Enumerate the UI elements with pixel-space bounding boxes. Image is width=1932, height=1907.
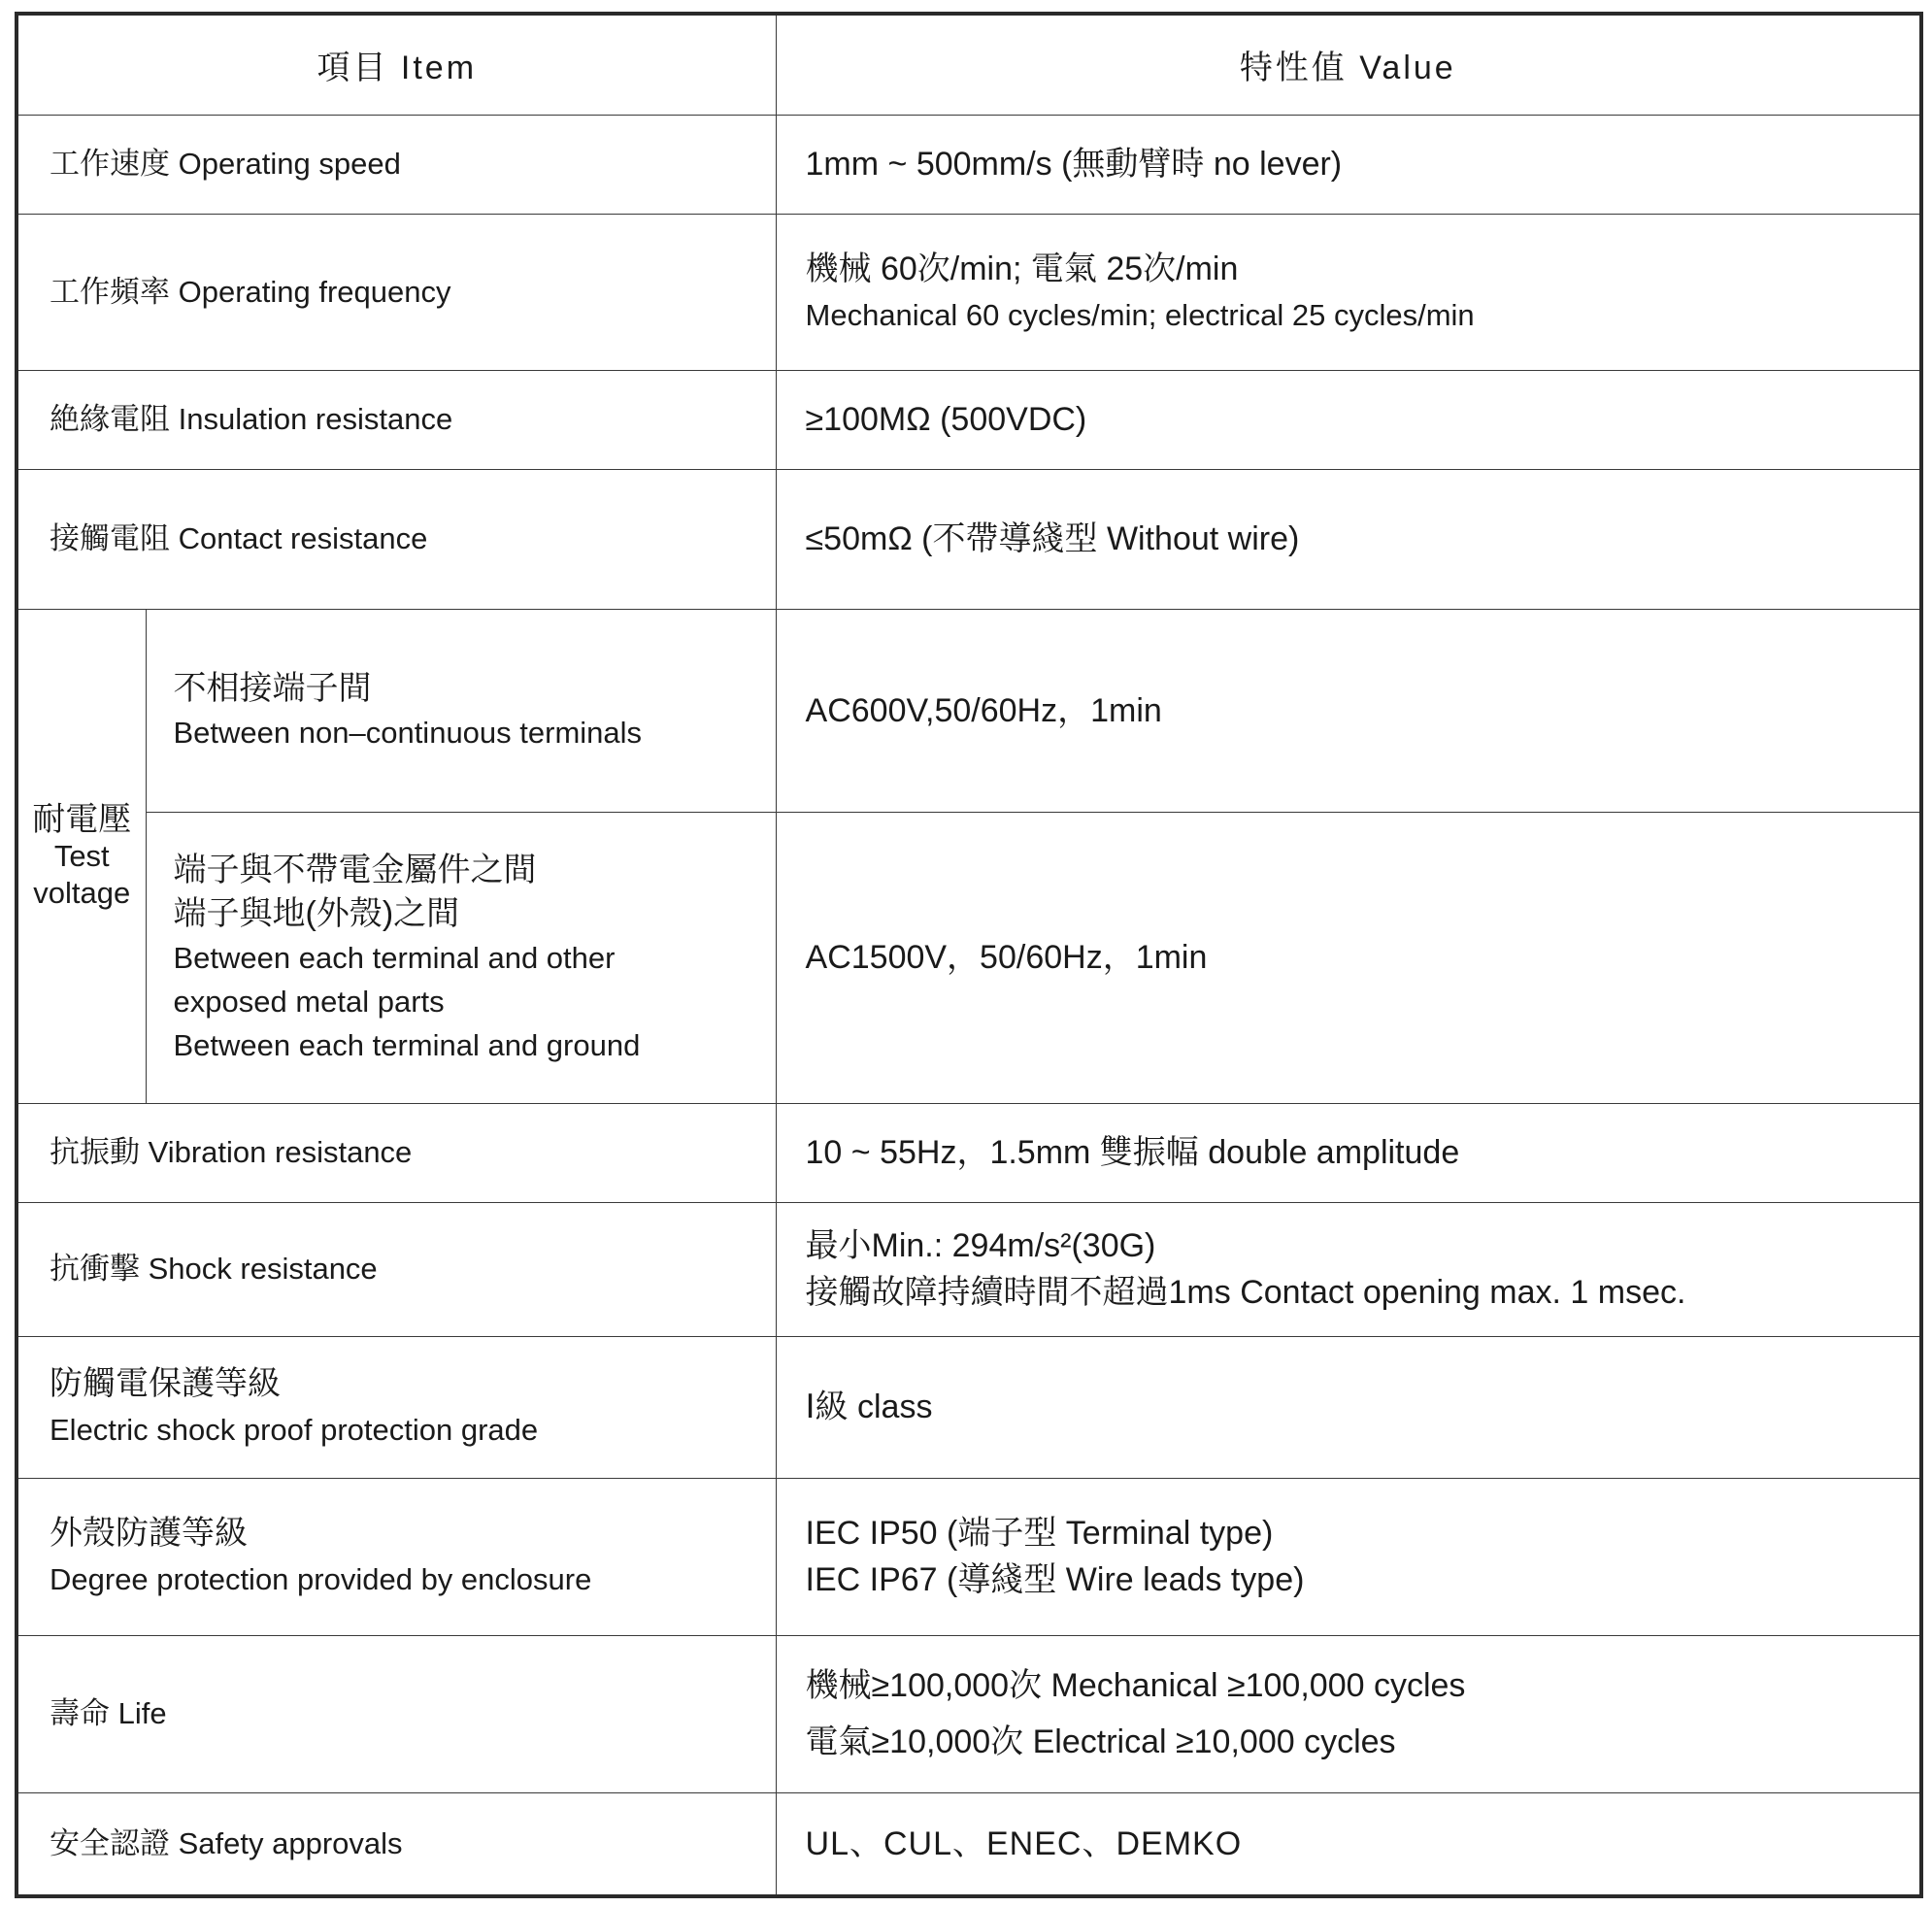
header-item: 項目 Item [17, 14, 776, 115]
table-row [17, 812, 1921, 1103]
row-item-electric-shock-grade [17, 1336, 776, 1478]
row-item-vibration-resistance: 抗振動 Vibration resistance [17, 1103, 776, 1202]
row-value-life [776, 1635, 1921, 1792]
table-row [17, 115, 1921, 214]
group-line: Test [53, 838, 110, 873]
item-line: 端子與地(外殼)之間 [173, 894, 460, 932]
value-line: 最小Min.: 294m/s²(30G) [805, 1227, 1156, 1264]
header-value: 特性值 Value [776, 14, 1921, 115]
table-row [17, 214, 1921, 370]
value-line: 機械 60次/min; 電氣 25次/min [805, 250, 1239, 287]
item-line: Electric shock proof protection grade [50, 1413, 539, 1447]
test-voltage-label [17, 609, 146, 1103]
row-value-operating-frequency [776, 214, 1921, 370]
sub-value-non-continuous: AC600V,50/60Hz，1min [776, 609, 1921, 812]
table-row [17, 1635, 1921, 1792]
value-line: IEC IP67 (導綫型 Wire leads type) [805, 1561, 1305, 1598]
row-value-operating-speed: 1mm ~ 500mm/s (無動臂時 no lever) [776, 115, 1921, 214]
value-line: 電氣≥10,000次 Electrical ≥10,000 cycles [805, 1723, 1396, 1760]
row-value-contact-resistance: ≤50mΩ (不帶導綫型 Without wire) [776, 469, 1921, 609]
table-row [17, 370, 1921, 469]
table-row [17, 469, 1921, 609]
value-line: 機械≥100,000次 Mechanical ≥100,000 cycles [805, 1667, 1466, 1704]
item-line: Between each terminal and other [173, 940, 616, 975]
item-line: 外殼防護等級 [50, 1515, 248, 1552]
item-line: Degree protection provided by enclosure [50, 1562, 592, 1596]
sub-item-metal-parts-ground [146, 812, 776, 1103]
value-line: IEC IP50 (端子型 Terminal type) [805, 1515, 1274, 1552]
table-row [17, 609, 1921, 812]
row-item-enclosure-protection [17, 1478, 776, 1635]
row-item-insulation-resistance: 絶緣電阻 Insulation resistance [17, 370, 776, 469]
table-row [17, 1336, 1921, 1478]
value-line: Mechanical 60 cycles/min; electrical 25 cycles/min [805, 297, 1475, 332]
table-row [17, 1103, 1921, 1202]
row-value-shock-resistance [776, 1202, 1921, 1336]
row-value-electric-shock-grade: Ⅰ級 class [776, 1336, 1921, 1478]
row-value-enclosure-protection [776, 1478, 1921, 1635]
item-line: 端子與不帶電金屬件之間 [173, 851, 537, 888]
row-item-contact-resistance: 接觸電阻 Contact resistance [17, 469, 776, 609]
item-line: 防觸電保護等級 [50, 1365, 281, 1402]
sub-value-metal-parts-ground: AC1500V，50/60Hz，1min [776, 812, 1921, 1103]
table-row [17, 1478, 1921, 1635]
row-item-safety-approvals: 安全認證 Safety approvals [17, 1792, 776, 1896]
table-row [17, 1202, 1921, 1336]
row-value-vibration-resistance: 10 ~ 55Hz，1.5mm 雙振幅 double amplitude [776, 1103, 1921, 1202]
spec-table [15, 12, 1923, 1898]
table-header-row [17, 14, 1921, 115]
row-value-safety-approvals: UL、CUL、ENEC、DEMKO [776, 1792, 1921, 1896]
item-line: 不相接端子間 [173, 669, 372, 707]
row-item-operating-speed: 工作速度 Operating speed [17, 115, 776, 214]
item-line: Between each terminal and ground [173, 1027, 641, 1062]
group-line: 耐電壓 [32, 800, 132, 838]
item-line: exposed metal parts [173, 984, 445, 1019]
row-item-operating-frequency: 工作頻率 Operating frequency [17, 214, 776, 370]
value-line: 接觸故障持續時間不超過1ms Contact opening max. 1 msec. [805, 1274, 1686, 1311]
table-row [17, 1792, 1921, 1896]
item-line: Between non–continuous terminals [173, 715, 643, 750]
sub-item-non-continuous [146, 609, 776, 812]
row-item-shock-resistance: 抗衝擊 Shock resistance [17, 1202, 776, 1336]
row-value-insulation-resistance: ≥100MΩ (500VDC) [776, 370, 1921, 469]
row-item-life: 壽命 Life [17, 1635, 776, 1792]
group-line: voltage [33, 875, 131, 910]
